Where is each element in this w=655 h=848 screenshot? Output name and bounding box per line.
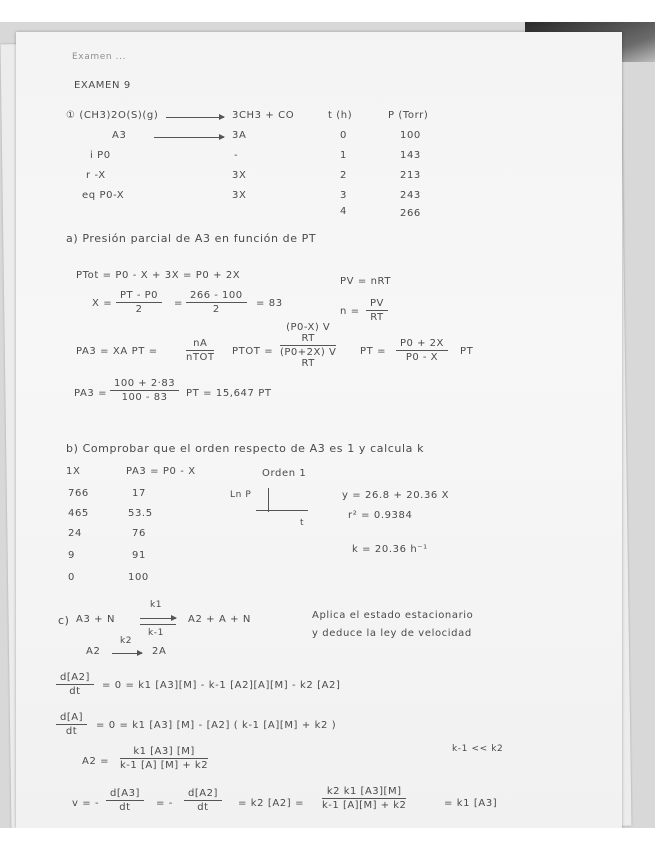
x-values-denominator: 2	[212, 304, 220, 315]
table-t-1: 1	[340, 150, 347, 161]
x-fraction	[116, 290, 162, 315]
table-t-3: 3	[340, 190, 347, 201]
da2-derivative	[56, 672, 94, 697]
ptot-equation: PTot = P0 - X + 3X = P0 + 2X	[76, 270, 241, 281]
step2-arrow	[112, 653, 142, 654]
row-left-1: 465	[68, 508, 89, 519]
table-p-0: 100	[400, 130, 421, 141]
sketch-x-axis	[256, 510, 308, 511]
rate-k2-expr: = k2 [A2] =	[238, 798, 305, 809]
row-equilibrium-left: eq P0-X	[82, 190, 125, 201]
reaction-left: ① (CH3)2O(S)(g)	[66, 110, 159, 121]
rate-frac-3-num: k2 k1 [A3][M]	[322, 786, 406, 799]
row-change-left: r -X	[86, 170, 106, 181]
row-left-3: 9	[68, 550, 75, 561]
col2-header: PA3 = P0 - X	[126, 466, 196, 477]
ptot-word: PTOT =	[232, 346, 274, 357]
rate-k-1: k-1	[148, 628, 164, 638]
row-right-1: 53.5	[128, 508, 153, 519]
big-fraction	[280, 322, 336, 369]
simplified-numerator: P0 + 2X	[396, 338, 448, 351]
order-label: Orden 1	[262, 468, 307, 479]
rate-frac-3-den: k-1 [A][M] + k2	[322, 800, 407, 811]
part-c-label: c)	[58, 614, 70, 627]
row-equilibrium-right: 3X	[232, 190, 247, 201]
pa3-lhs: PA3 = XA PT =	[76, 346, 158, 357]
row-left-4: 0	[68, 572, 75, 583]
n-lhs: n =	[340, 306, 360, 317]
rate-k1: k1	[150, 600, 163, 610]
rate-lhs: v = -	[72, 798, 100, 809]
sketch-x-label: t	[300, 518, 305, 528]
da-rhs: = 0 = k1 [A3] [M] - [A2] ( k-1 [A][M] + k2 )	[96, 720, 337, 731]
a2-fraction	[120, 746, 208, 771]
instruction-line-2: y deduce la ley de velocidad	[312, 628, 472, 639]
a2-denominator: k-1 [A] [M] + k2	[120, 760, 209, 771]
mole-fraction-numerator: nA	[186, 338, 214, 351]
table-p-4: 266	[400, 208, 421, 219]
pt-multiplier: PT =	[360, 346, 387, 357]
numeric-numerator: 100 + 2·83	[110, 378, 179, 391]
mole-fraction-denominator: nTOT	[186, 352, 215, 363]
row-a-arrow	[154, 137, 224, 138]
pa3-lhs-2: PA3 =	[74, 388, 108, 399]
x-equals: =	[174, 298, 183, 309]
mechanism-left: A3 + N	[76, 614, 116, 625]
col1-header: 1X	[66, 466, 81, 477]
row-change-right: 3X	[232, 170, 247, 181]
fit-equation: y = 26.8 + 20.36 X	[342, 490, 450, 501]
row-right-0: 17	[132, 488, 146, 499]
a2-numerator: k1 [A3] [M]	[120, 746, 208, 759]
da2-denominator: dt	[69, 686, 81, 697]
header-faint: Examen ...	[72, 52, 126, 62]
da2-rhs: = 0 = k1 [A3][M] - k-1 [A2][A][M] - k2 [A2]	[102, 680, 341, 691]
x-result: = 83	[256, 298, 283, 309]
table-p-3: 243	[400, 190, 421, 201]
row-right-4: 100	[128, 572, 149, 583]
mechanism-right: A2 + A + N	[188, 614, 251, 625]
simplified-pt: PT	[460, 346, 474, 357]
table-t-2: 2	[340, 170, 347, 181]
r-squared: r² = 0.9384	[348, 510, 413, 521]
x-lhs: X =	[92, 298, 113, 309]
mole-fraction	[186, 338, 214, 363]
x-denominator: 2	[135, 304, 143, 315]
row-a-left: A3	[112, 130, 127, 141]
da-derivative	[56, 712, 87, 737]
numeric-denominator: 100 - 83	[121, 392, 168, 403]
forward-arrow	[140, 618, 176, 619]
rate-k2: k2	[120, 636, 133, 646]
step2-left: A2	[86, 646, 101, 657]
part-a-heading: a) Presión parcial de A3 en función de PT	[66, 232, 317, 245]
photo-background	[0, 22, 655, 828]
row-initial-left: i P0	[90, 150, 111, 161]
sketch-y-label: Ln P	[230, 490, 252, 500]
row-initial-right: -	[234, 150, 239, 161]
a2-lhs: A2 =	[82, 756, 110, 767]
rate-frac-2	[184, 788, 222, 813]
reaction-right: 3CH3 + CO	[232, 110, 295, 121]
n-fraction	[366, 298, 388, 323]
rate-frac-1	[106, 788, 144, 813]
x-values-numerator: 266 - 100	[186, 290, 247, 303]
k-value: k = 20.36 h⁻¹	[352, 544, 428, 555]
table-header-pressure: P (Torr)	[388, 110, 429, 121]
exam-sheet	[16, 32, 622, 828]
rate-frac-1-den: dt	[119, 802, 131, 813]
big-num-bottom: RT	[301, 333, 315, 344]
row-right-3: 91	[132, 550, 146, 561]
sketch-y-axis	[268, 488, 269, 512]
row-left-0: 766	[68, 488, 89, 499]
da-numerator: d[A]	[56, 712, 87, 725]
table-p-2: 213	[400, 170, 421, 181]
simplified-denominator: P0 - X	[405, 352, 439, 363]
rate-mid: = -	[156, 798, 173, 809]
x-numerator: PT - P0	[116, 290, 162, 303]
big-den-top: (P0+2X) V	[280, 347, 337, 358]
condition: k-1 << k2	[452, 744, 504, 754]
n-denominator: RT	[370, 312, 384, 323]
pa3-result: PT = 15,647 PT	[186, 388, 272, 399]
da2-numerator: d[A2]	[56, 672, 94, 685]
rate-frac-2-num: d[A2]	[184, 788, 222, 801]
big-num-top: (P0-X) V	[286, 322, 331, 333]
table-t-0: 0	[340, 130, 347, 141]
big-fraction-denominator	[280, 346, 336, 369]
x-values-fraction	[186, 290, 247, 315]
n-numerator: PV	[366, 298, 388, 311]
numeric-fraction	[110, 378, 179, 403]
row-right-2: 76	[132, 528, 146, 539]
row-a-right: 3A	[232, 130, 247, 141]
ideal-gas-law: PV = nRT	[340, 276, 392, 287]
table-t-4: 4	[340, 206, 347, 217]
da-denominator: dt	[65, 726, 78, 737]
instruction-line-1: Aplica el estado estacionario	[312, 610, 474, 621]
exam-title: EXAMEN 9	[74, 80, 131, 91]
rate-frac-3	[322, 786, 406, 811]
simplified-fraction	[396, 338, 448, 363]
row-left-2: 24	[68, 528, 82, 539]
reverse-arrow	[140, 624, 176, 625]
table-header-time: t (h)	[328, 110, 353, 121]
big-fraction-numerator	[280, 322, 336, 346]
rate-frac-1-num: d[A3]	[106, 788, 144, 801]
table-p-1: 143	[400, 150, 421, 161]
big-den-bottom: RT	[301, 358, 315, 369]
part-b-heading: b) Comprobar que el orden respecto de A3 es 1 y calcula k	[66, 442, 425, 455]
rate-frac-2-den: dt	[197, 802, 209, 813]
rate-final: = k1 [A3]	[444, 798, 498, 809]
reaction-arrow	[166, 117, 224, 118]
step2-right: 2A	[152, 646, 167, 657]
